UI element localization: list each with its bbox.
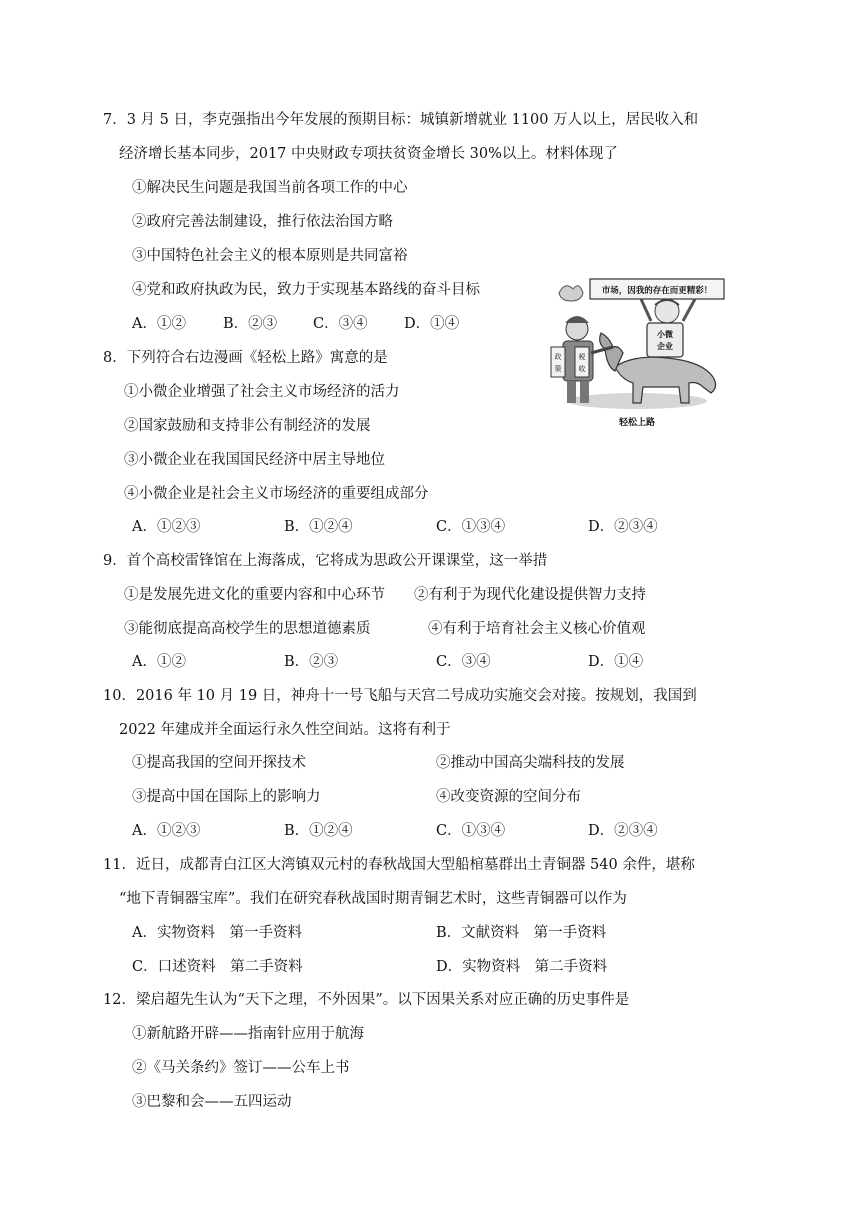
cartoon-caption: 轻松上路	[618, 418, 656, 428]
q9-item-2: ②有利于为现代化建设提供智力支持	[414, 587, 646, 603]
q8-option-c: C．①③④	[436, 519, 506, 535]
q7-item-2: ②政府完善法制建设，推行依法治国方略	[132, 214, 393, 230]
q8-option-d: D．②③④	[588, 519, 658, 535]
q11-option-c: C．口述资料 第二手资料	[132, 959, 303, 975]
q10-option-d: D．②③④	[588, 823, 658, 839]
q7-option-b: B．②③	[223, 316, 278, 332]
cartoon-sign-right-1: 税	[578, 353, 586, 361]
q9-item-3: ③能彻底提高高校学生的思想道德素质	[124, 621, 371, 637]
q11-stem-line1: 11．近日，成都青白江区大湾镇双元村的春秋战国大型船棺墓群出土青铜器 540 余件，堪称	[103, 857, 695, 873]
q12-stem: 12．梁启超先生认为“天下之理，不外因果”。以下因果关系对应正确的历史事件是	[103, 992, 630, 1008]
q8-option-a: A．①②③	[132, 519, 201, 535]
q10-stem-line1: 10．2016 年 10 月 19 日，神舟十一号飞船与天宫二号成功实施交会对接。按规划，我国到	[103, 688, 697, 704]
q8-stem: 8．下列符合右边漫画《轻松上路》寓意的是	[103, 350, 388, 366]
q7-stem-line1: 7．3 月 5 日，李克强指出今年发展的预期目标：城镇新增就业 1100 万人以上，居民收入和	[103, 112, 699, 128]
q10-option-a: A．①②③	[132, 823, 201, 839]
q9-option-d: D．①④	[588, 654, 644, 670]
q11-option-d: D．实物资料 第二手资料	[436, 959, 608, 975]
q8-item-2: ②国家鼓励和支持非公有制经济的发展	[124, 418, 371, 434]
q7-stem-line2: 经济增长基本同步，2017 中央财政专项扶贫资金增长 30%以上。材料体现了	[119, 146, 618, 162]
q9-item-4: ④有利于培育社会主义核心价值观	[428, 621, 646, 637]
q12-item-2: ②《马关条约》签订——公车上书	[132, 1060, 350, 1076]
q9-stem: 9．首个高校雷锋馆在上海落成，它将成为思政公开课课堂，这一举措	[103, 553, 548, 569]
q9-item-1: ①是发展先进文化的重要内容和中心环节	[124, 587, 385, 603]
q10-item-1: ①提高我国的空间开探技术	[132, 755, 306, 771]
cartoon-illustration	[545, 271, 729, 431]
cartoon-sign-left-2: 策	[554, 365, 562, 373]
q9-option-b: B．②③	[284, 654, 339, 670]
q7-option-a: A．①②	[132, 316, 186, 332]
q11-option-b: B．文献资料 第一手资料	[436, 925, 607, 941]
q9-option-c: C．③④	[436, 654, 491, 670]
q11-option-a: A．实物资料 第一手资料	[132, 925, 302, 941]
q9-option-a: A．①②	[132, 654, 186, 670]
cartoon-rider-label-2: 企业	[657, 342, 673, 351]
q8-item-4: ④小微企业是社会主义市场经济的重要组成部分	[124, 486, 429, 502]
q10-stem-line2: 2022 年建成并全面运行永久性空间站。这将有利于	[119, 722, 451, 738]
q7-option-d: D．①④	[404, 316, 460, 332]
q7-item-3: ③中国特色社会主义的根本原则是共同富裕	[132, 248, 408, 264]
q7-item-1: ①解决民生问题是我国当前各项工作的中心	[132, 180, 408, 196]
q8-option-b: B．①②④	[284, 519, 353, 535]
q10-item-2: ②推动中国高尖端科技的发展	[436, 755, 625, 771]
q7-option-c: C．③④	[313, 316, 368, 332]
q10-item-3: ③提高中国在国际上的影响力	[132, 789, 321, 805]
q12-item-3: ③巴黎和会——五四运动	[132, 1094, 292, 1110]
cartoon-sign-right-2: 收	[578, 365, 586, 373]
q7-item-4: ④党和政府执政为民，致力于实现基本路线的奋斗目标	[132, 282, 480, 298]
q10-option-b: B．①②④	[284, 823, 353, 839]
cartoon-sign-left-1: 政	[554, 353, 562, 361]
cartoon-rider-label: 小微	[657, 330, 673, 339]
cartoon-easy-road	[545, 271, 729, 431]
q12-item-1: ①新航路开辟——指南针应用于航海	[132, 1026, 364, 1042]
cartoon-banner-text: 市场，因我的存在而更精彩！	[601, 286, 713, 296]
q8-item-3: ③小微企业在我国国民经济中居主导地位	[124, 452, 385, 468]
q10-option-c: C．①③④	[436, 823, 506, 839]
q11-stem-line2: “地下青铜器宝库”。我们在研究春秋战国时期青铜艺术时，这些青铜器可以作为	[119, 891, 627, 907]
q10-item-4: ④改变资源的空间分布	[436, 789, 581, 805]
q8-item-1: ①小微企业增强了社会主义市场经济的活力	[124, 384, 400, 400]
